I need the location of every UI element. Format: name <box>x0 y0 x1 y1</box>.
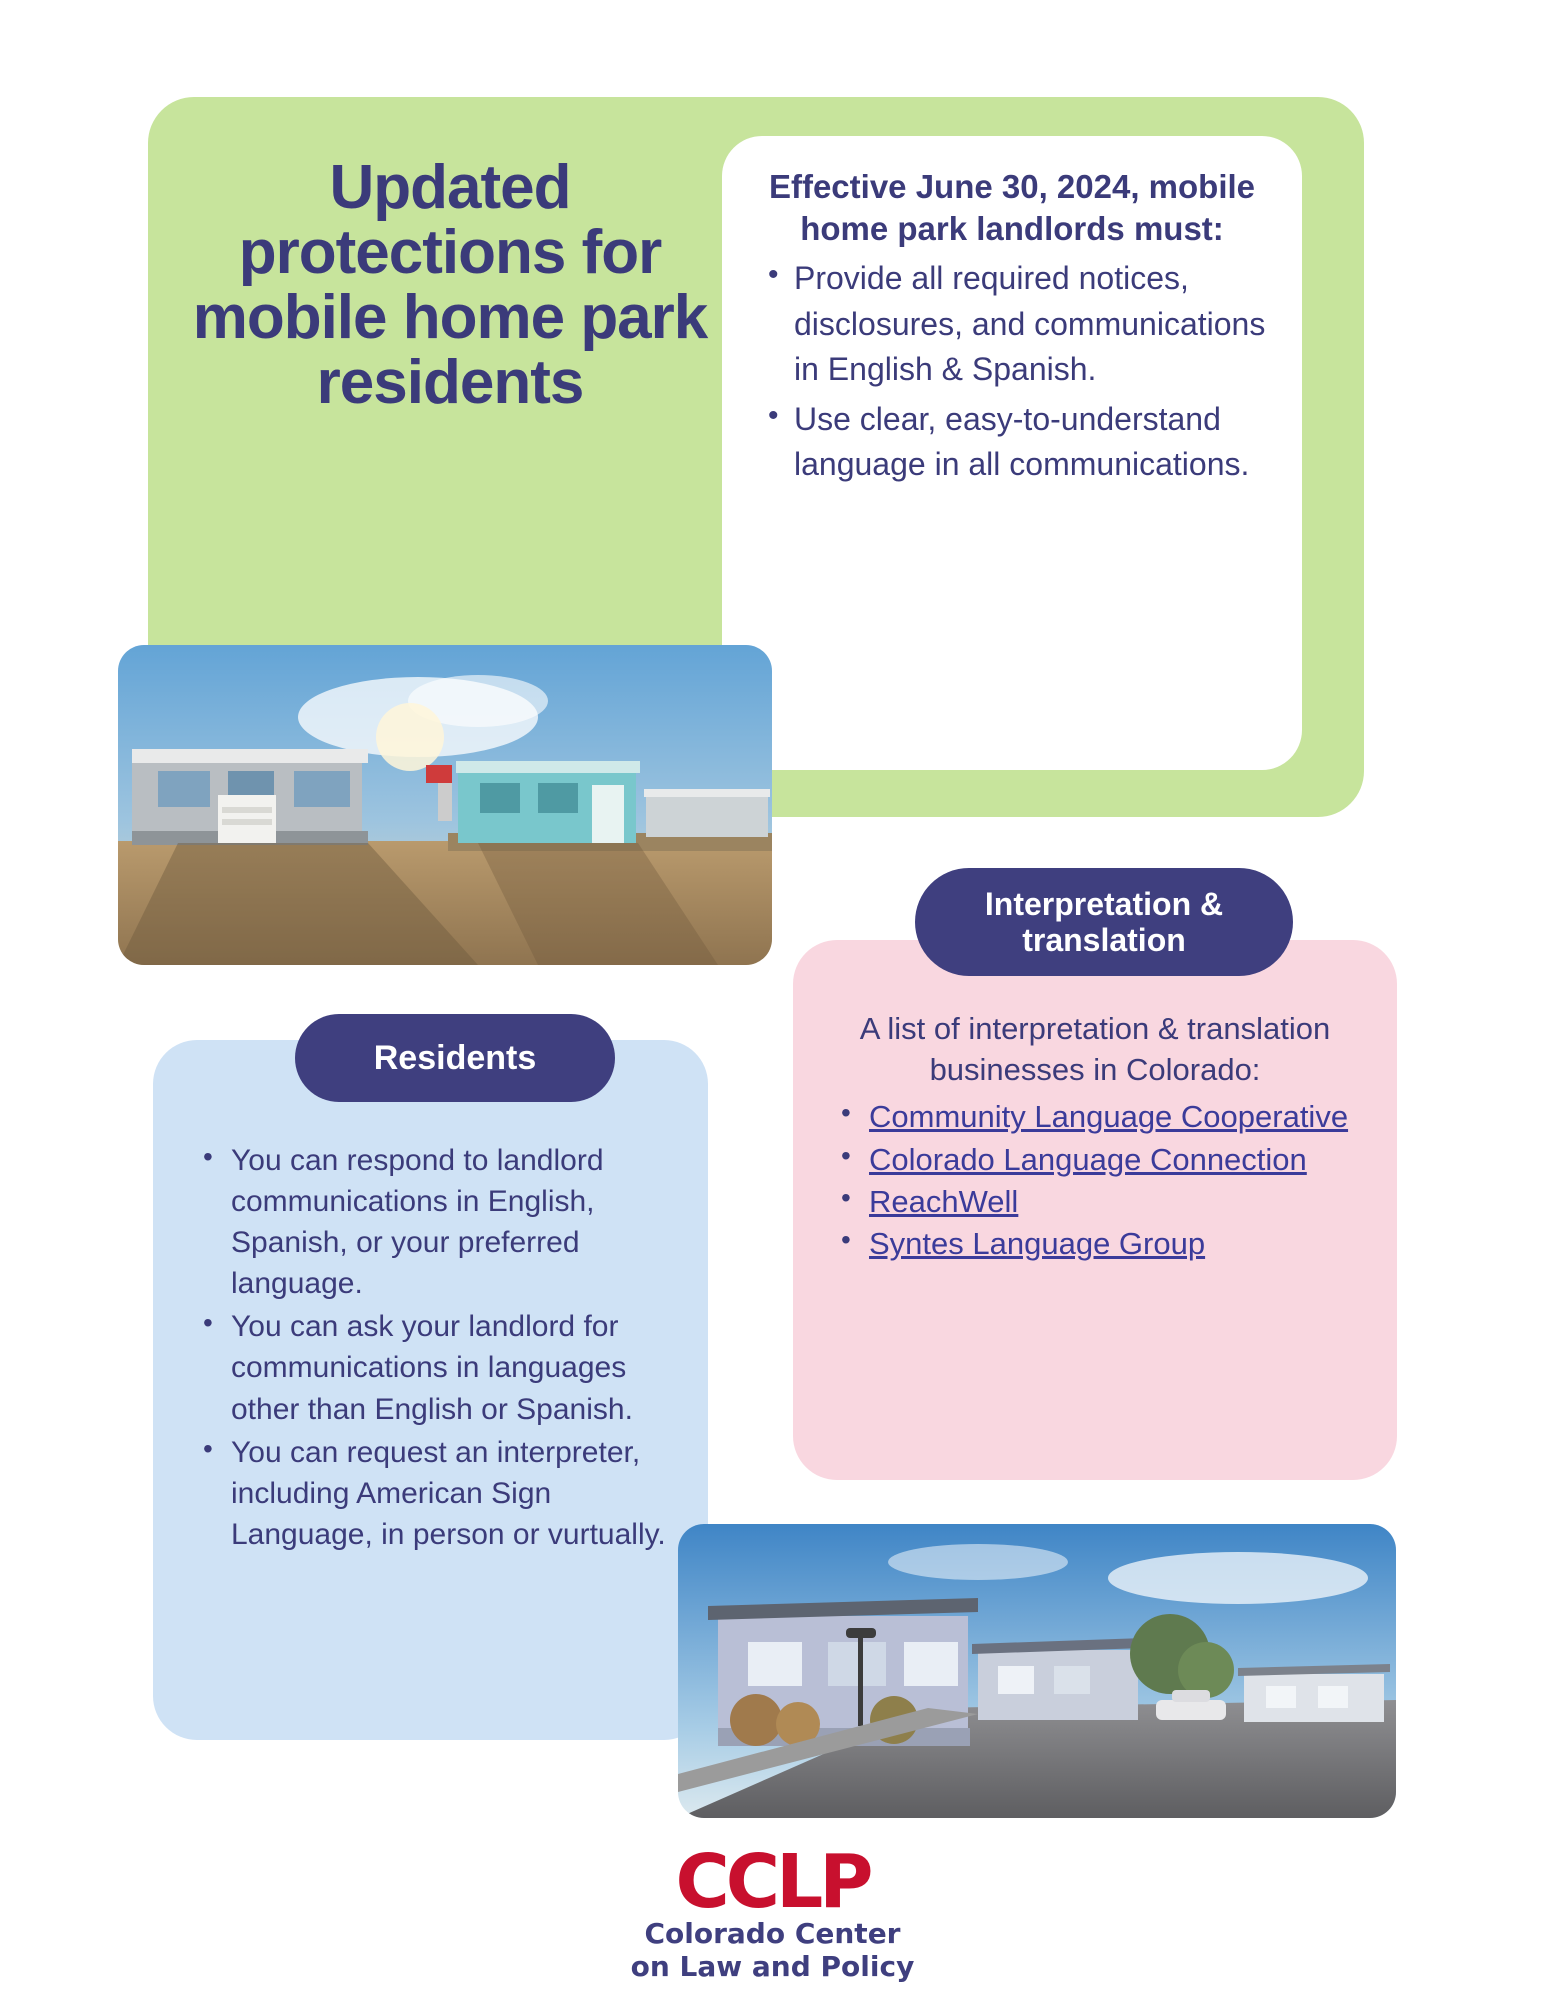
landlord-requirements-heading: Effective June 30, 2024, mobile home park landlords must: <box>768 168 1256 248</box>
link-colorado-language-connection[interactable]: Colorado Language Connection <box>869 1141 1307 1177</box>
page-title: Updated protections for mobile home park residents <box>192 153 708 418</box>
link-reachwell[interactable]: ReachWell <box>869 1183 1019 1219</box>
landlord-requirements-card <box>722 136 1302 770</box>
list-item: • Provide all required notices, disclosures, and communications in English & Spanish. <box>794 256 1268 392</box>
interpretation-links-list <box>827 1096 1363 1264</box>
mobile-home-park-photo-sunset <box>118 645 772 965</box>
residents-list <box>189 1140 672 1555</box>
landlord-requirements-list <box>756 256 1268 487</box>
list-item <box>869 1181 1363 1222</box>
mobile-home-park-photo-street <box>678 1524 1396 1818</box>
cclp-logo-line2: on Law and Policy <box>630 1950 915 1984</box>
residents-section-pill: Residents <box>295 1014 615 1102</box>
list-item: • You can respond to landlord communications in English, Spanish, or your preferred language. <box>231 1140 672 1304</box>
cclp-logo-line1: Colorado Center <box>644 1917 901 1951</box>
interpretation-intro: A list of interpretation & translation businesses in Colorado: <box>859 1011 1331 1088</box>
list-item: • Use clear, easy-to-understand language in all communications. <box>794 397 1268 488</box>
list-item <box>869 1096 1363 1137</box>
list-item <box>869 1223 1363 1264</box>
link-community-language-cooperative[interactable]: Community Language Cooperative <box>869 1099 1349 1135</box>
interpretation-panel <box>793 940 1397 1480</box>
interpretation-section-pill: Interpretation & translation <box>915 868 1293 976</box>
list-item: • You can ask your landlord for communications in languages other than English or Spanish. <box>231 1306 672 1429</box>
link-syntes-language-group[interactable]: Syntes Language Group <box>869 1226 1206 1262</box>
residents-panel <box>153 1040 708 1740</box>
list-item: • You can request an interpreter, including American Sign Language, in person or vurtually. <box>231 1432 672 1555</box>
cclp-logo <box>0 1839 1545 1984</box>
list-item <box>869 1139 1363 1180</box>
cclp-logo-acronym: CCLP <box>675 1839 870 1925</box>
